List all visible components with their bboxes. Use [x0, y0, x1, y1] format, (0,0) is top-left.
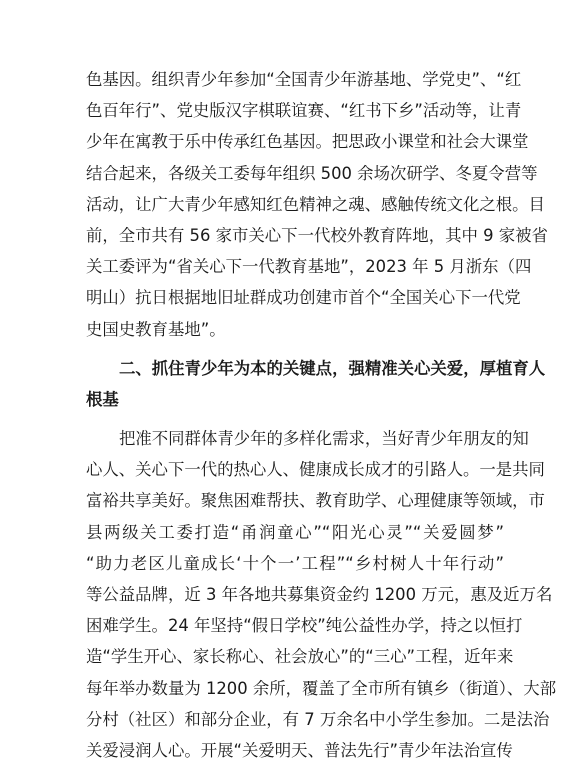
section-heading — [86, 353, 546, 415]
paragraph-line: 明山）抗日根据地旧址群成功创建市首个“全国关心下一代党 — [86, 288, 521, 308]
paragraph-line: 色百年行”、党史版汉字棋联谊赛、“红书下乡”活动等，让青 — [86, 101, 522, 121]
paragraph-line: 史国史教育基地”。 — [86, 319, 226, 339]
paragraph-line: 活动，让广大青少年感知红色精神之魂、感触传统文化之根。目 — [86, 194, 545, 214]
heading-line: 根基 — [86, 389, 119, 409]
paragraph-red-gene — [86, 64, 548, 345]
document-body — [86, 64, 557, 766]
paragraph-line: 关爱浸润人心。开展“关爱明天、普法先行”青少年法治宣传 — [86, 740, 513, 760]
paragraph-line: 前，全市共有 56 家市关心下一代校外教育阵地，其中 9 家被省 — [86, 225, 548, 245]
paragraph-line: 色基因。组织青少年参加“全国青少年游基地、学党史”、“红 — [86, 70, 522, 89]
paragraph-line: 心人、关心下一代的热心人、健康成长成才的引路人。一是共同 — [86, 460, 545, 480]
paragraph-line: 分村（社区）和部分企业，有 7 万余名中小学生参加。二是法治 — [86, 709, 550, 729]
paragraph-line: 富裕共享美好。聚焦困难帮扶、教育助学、心理健康等领域，市 — [86, 491, 545, 511]
heading-line: 二、抓住青少年为本的关键点，强精准关心关爱，厚植育人 — [119, 358, 546, 378]
paragraph-care — [86, 423, 557, 766]
paragraph-line: 每年举办数量为 1200 余所，覆盖了全市所有镇乡（街道）、大部 — [86, 678, 557, 698]
paragraph-line: 等公益品牌，近 3 年各地共募集资金约 1200 万元，惠及近万名 — [86, 585, 553, 604]
paragraph-spacer — [86, 345, 504, 353]
paragraph-line: 困难学生。24 年坚持“假日学校”纯公益性办学，持之以恒打 — [86, 616, 523, 636]
paragraph-line: 造“学生开心、家长称心、社会放心”的“三心”工程，近年来 — [86, 647, 514, 667]
paragraph-line: 结合起来，各级关工委每年组织 500 余场次研学、冬夏令营等 — [86, 163, 538, 183]
paragraph-line: 关工委评为“省关心下一代教育基地”，2023 年 5 月浙东（四 — [86, 257, 532, 277]
paragraph-line: 县两级关工委打造“甬润童心”“阳光心灵”“关爱圆梦” — [86, 522, 504, 542]
paragraph-line: “助力老区儿童成长‘十个一’工程”“乡村树人十年行动” — [86, 553, 504, 573]
paragraph-spacer — [86, 415, 504, 423]
paragraph-line: 少年在寓教于乐中传承红色基因。把思政小课堂和社会大课堂 — [86, 132, 529, 152]
paragraph-line: 把准不同群体青少年的多样化需求，当好青少年朋友的知 — [119, 429, 529, 449]
